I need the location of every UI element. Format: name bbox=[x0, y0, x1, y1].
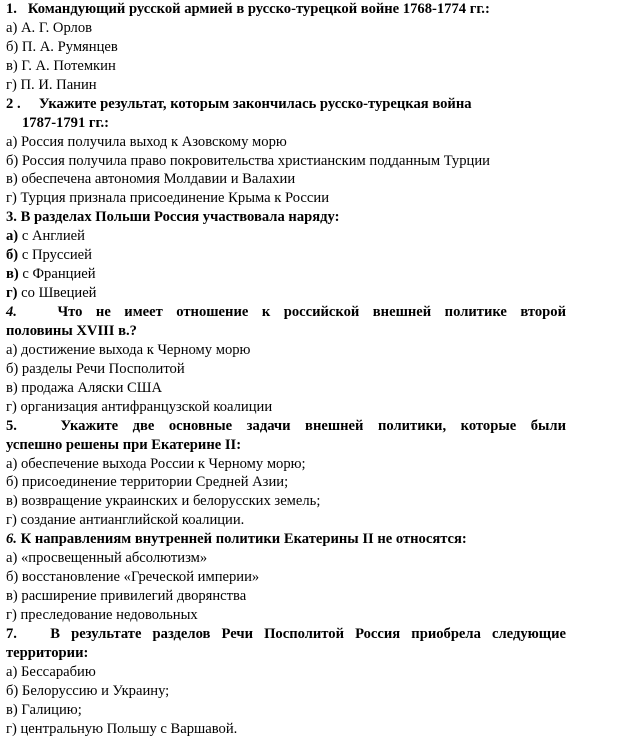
question-text-continued: половины XVIII в.? bbox=[6, 322, 137, 339]
question-7 bbox=[6, 625, 566, 644]
question-number: 1. bbox=[6, 1, 17, 17]
question-number: 6. bbox=[6, 531, 17, 548]
answer-option: г) преследование недовольных bbox=[6, 607, 198, 623]
answer-option bbox=[6, 265, 566, 284]
option-text: со Швецией bbox=[21, 285, 97, 302]
answer-option: а) обеспечение выхода России к Черному морю; bbox=[6, 455, 306, 472]
question-text: Укажите две основные задачи внешней политики, которые были bbox=[60, 417, 566, 434]
answer-option: б) разделы Речи Посполитой bbox=[6, 360, 185, 377]
answer-option: в) расширение привилегий дворянства bbox=[6, 588, 247, 605]
option-text: с Францией bbox=[22, 266, 96, 283]
option-text: с Англией bbox=[21, 228, 85, 245]
question-1 bbox=[6, 0, 566, 19]
option-letter: г) bbox=[6, 285, 18, 302]
question-text: Командующий русской армией в русско-турецкой войне 1768-1774 гг.: bbox=[27, 1, 490, 17]
answer-option: в) Галицию; bbox=[6, 701, 82, 718]
answer-option: б) Россия получила право покровительства христианским подданным Турции bbox=[6, 152, 490, 169]
answer-option: б) Белоруссию и Украину; bbox=[6, 682, 170, 699]
answer-option bbox=[6, 227, 566, 246]
question-text: Укажите результат, которым закончилась русско-турецкая война bbox=[38, 95, 472, 112]
answer-option: в) возвращение украинских и белорусских земель; bbox=[6, 493, 321, 510]
question-6 bbox=[6, 530, 566, 549]
answer-option: г) П. И. Панин bbox=[6, 76, 97, 93]
question-text: Что не имеет отношение к российской внешней политике второй bbox=[57, 304, 566, 320]
answer-option: а) «просвещенный абсолютизм» bbox=[6, 550, 208, 567]
answer-option: а) достижение выхода к Черному морю bbox=[6, 341, 251, 358]
answer-option: г) организация антифранцузской коалиции bbox=[6, 398, 273, 415]
question-text-continued: 1787-1791 гг.: bbox=[22, 114, 109, 131]
answer-option: в) продажа Аляски США bbox=[6, 379, 163, 396]
question-3 bbox=[6, 208, 566, 227]
question-number: 2 . bbox=[6, 95, 21, 112]
answer-option: б) П. А. Румянцев bbox=[6, 38, 118, 55]
question-number: 3. bbox=[6, 209, 17, 226]
answer-option: г) Турция признала присоединение Крыма к России bbox=[6, 190, 330, 207]
answer-option: б) присоединение территории Средней Азии; bbox=[6, 474, 289, 491]
question-number: 7. bbox=[6, 625, 17, 642]
option-letter: б) bbox=[6, 247, 19, 264]
answer-option: а) Бессарабию bbox=[6, 663, 96, 680]
question-4 bbox=[6, 303, 566, 322]
answer-option: г) создание антианглийской коалиции. bbox=[6, 512, 245, 529]
question-text: В разделах Польши Россия участвовала наряду: bbox=[20, 209, 340, 226]
option-letter: а) bbox=[6, 228, 19, 245]
answer-option: в) Г. А. Потемкин bbox=[6, 57, 116, 74]
question-number: 5. bbox=[6, 417, 17, 434]
question-text: В результате разделов Речи Посполитой Россия приобрела следующие bbox=[50, 625, 566, 642]
option-letter: в) bbox=[6, 266, 19, 283]
question-number: 4. bbox=[6, 304, 17, 320]
answer-option: б) восстановление «Греческой империи» bbox=[6, 569, 260, 586]
question-2 bbox=[6, 95, 566, 114]
question-text-continued: успешно решены при Екатерине II: bbox=[6, 436, 242, 453]
question-text: К направлениям внутренней политики Екатерины II не относятся: bbox=[20, 531, 467, 548]
option-text: с Пруссией bbox=[21, 247, 92, 264]
question-text-continued: территории: bbox=[6, 644, 89, 661]
answer-option: в) обеспечена автономия Молдавии и Валахии bbox=[6, 171, 296, 188]
question-5 bbox=[6, 417, 566, 436]
answer-option: г) центральную Польшу с Варшавой. bbox=[6, 720, 238, 737]
answer-option bbox=[6, 246, 566, 265]
answer-option: а) А. Г. Орлов bbox=[6, 19, 93, 36]
answer-option: а) Россия получила выход к Азовскому морю bbox=[6, 133, 287, 150]
answer-option bbox=[6, 284, 566, 303]
